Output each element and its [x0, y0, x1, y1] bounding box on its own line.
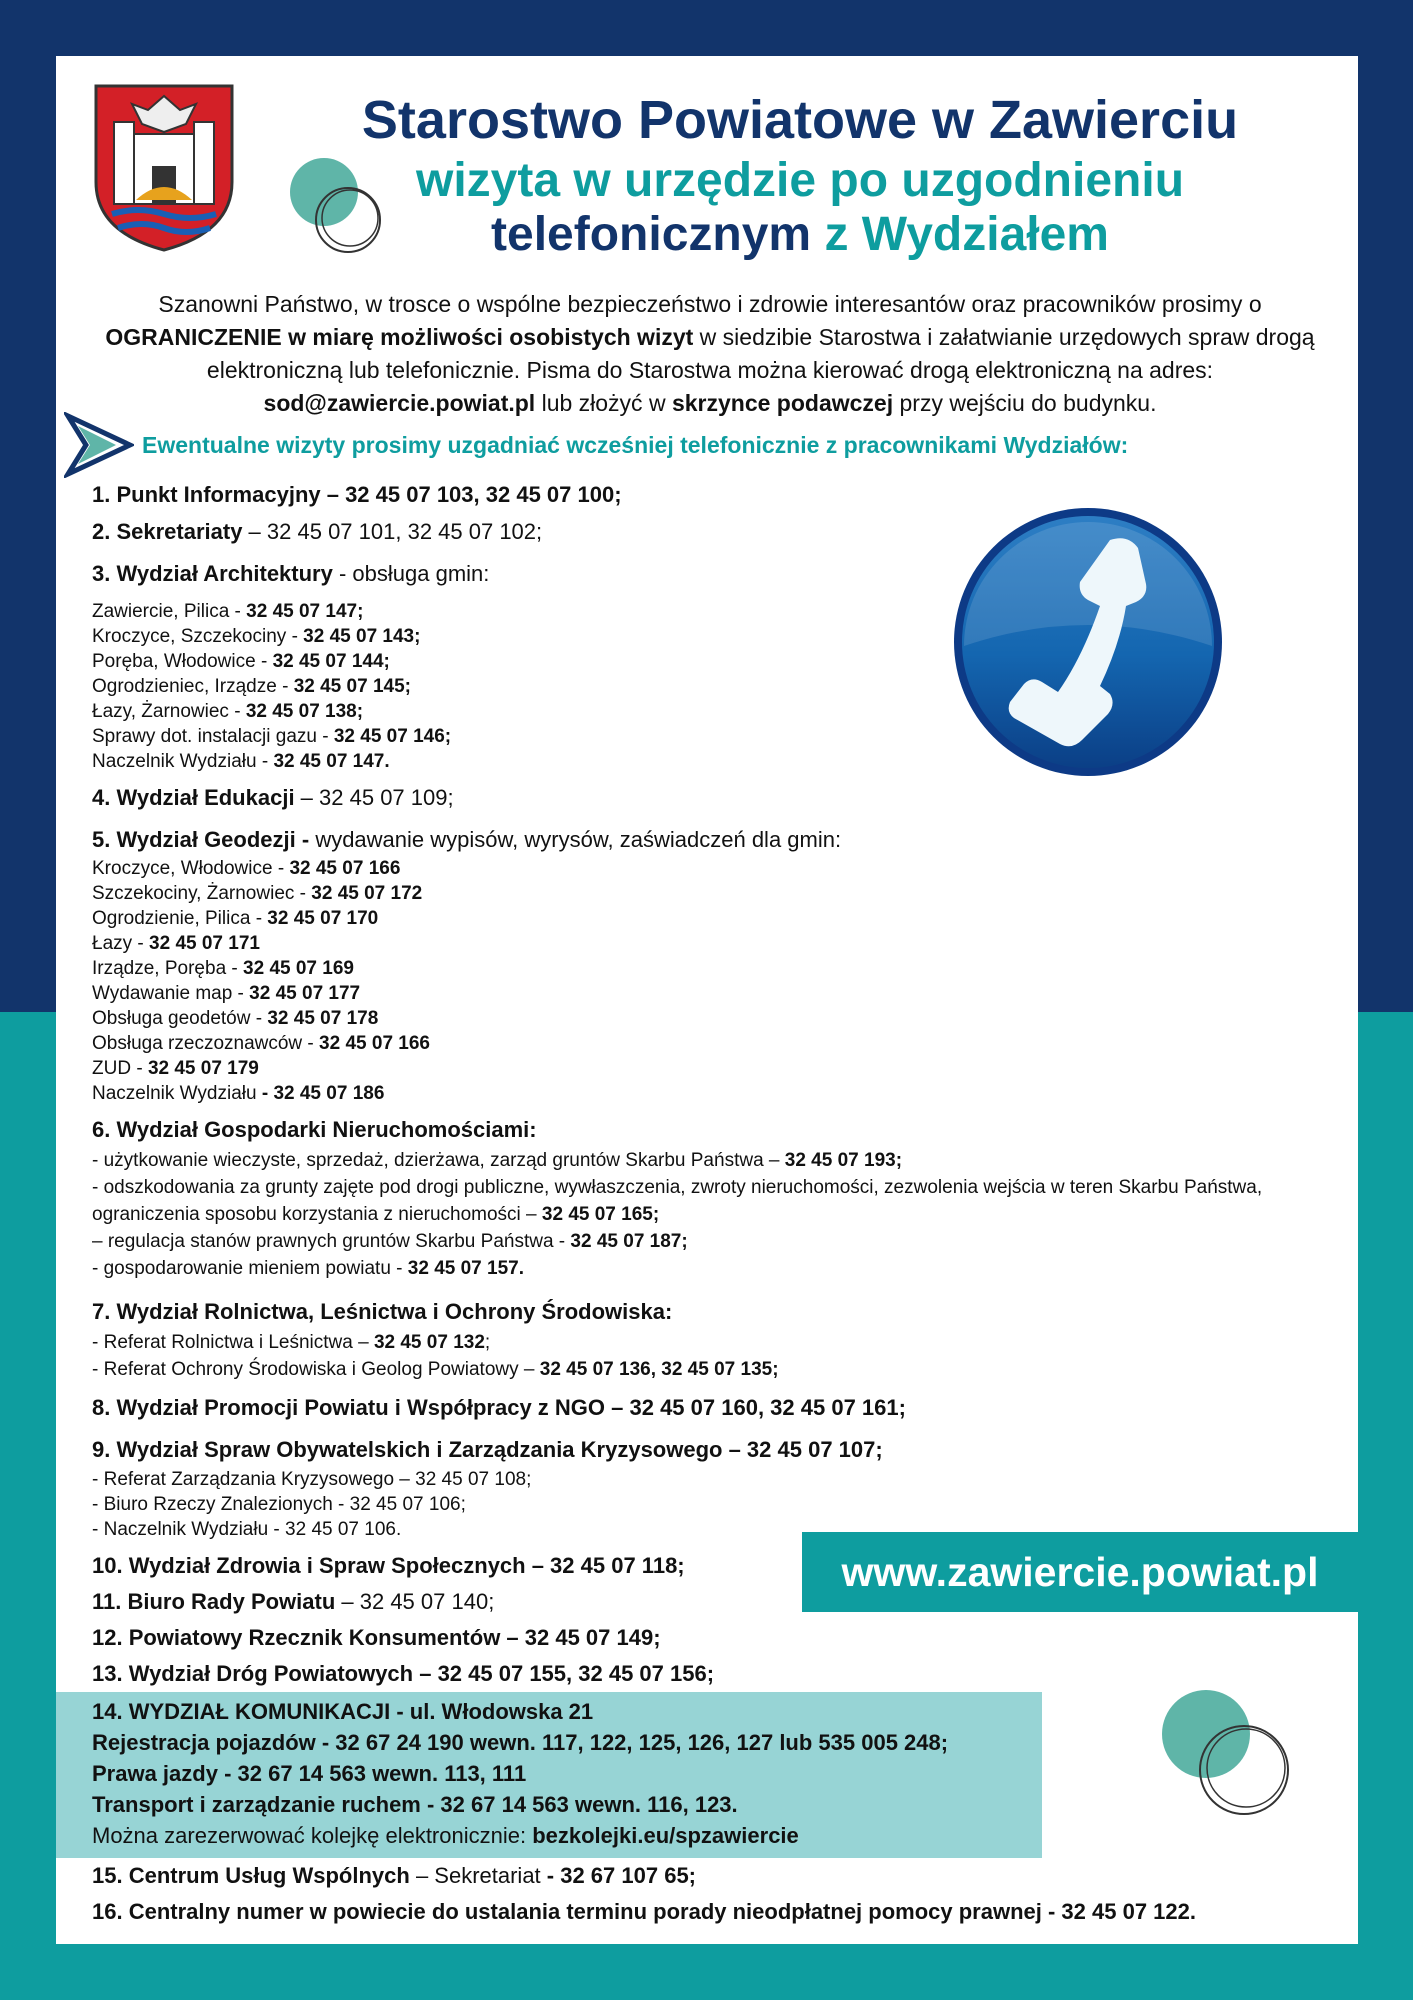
row-phone: - 32 67 14 563 wewn. 113, 111 [217, 1761, 527, 1786]
item-7-title: 7. Wydział Rolnictwa, Leśnictwa i Ochrony Środowiska: [92, 1299, 673, 1324]
row-label: Łazy - [92, 933, 150, 954]
item-8 [92, 1393, 1342, 1423]
item-14-row [92, 1727, 1032, 1758]
row-phone: - 32 45 07 186 [261, 1083, 385, 1104]
item-16-text: 16. Centralny numer w powiecie do ustalania terminu porady nieodpłatnej pomocy prawnej - 32 45 07 122. [92, 1899, 1196, 1924]
website-link[interactable]: www.zawiercie.powiat.pl [802, 1532, 1358, 1612]
item-15 [92, 1861, 1342, 1891]
item-3-rows [92, 599, 1342, 774]
list-item: - Naczelnik Wydziału - 32 45 07 106. [92, 1519, 402, 1540]
item-14-title [92, 1696, 1032, 1727]
list-item [92, 624, 1342, 649]
list-item [92, 1056, 1342, 1081]
row-phone: 32 45 07 165; [541, 1204, 660, 1225]
list-item [92, 749, 1342, 774]
list-item [92, 1031, 1342, 1056]
item-10 [92, 1551, 1342, 1581]
row-label: Prawa jazdy [92, 1761, 218, 1786]
item-2 [92, 517, 1342, 547]
page-title: Starostwo Powiatowe w Zawierciu [361, 90, 1239, 150]
row-phone: 32 45 07 157. [407, 1258, 524, 1279]
item-11 [92, 1587, 1342, 1617]
subtitle-line-2b: z Wydziałem [824, 208, 1109, 261]
intro-text-1: Szanowni Państwo, w trosce o wspólne bezpieczeństwo i zdrowie interesantów oraz pracowników prosimy o [158, 291, 1262, 317]
row-end: ; [484, 1332, 491, 1353]
item-6 [92, 1115, 1342, 1145]
item-6-rows [92, 1147, 1342, 1282]
row-phone: - 32 67 14 563 wewn. 116, 123. [420, 1792, 738, 1817]
callout-text: Ewentualne wizyty prosimy uzgadniać wcześniej telefonicznie z pracownikami Wydziałów: [142, 432, 1129, 458]
item-15-title: 15. Centrum Usług Wspólnych [92, 1863, 410, 1888]
item-14-title-text: 14. WYDZIAŁ KOMUNIKACJI - ul. Włodowska 21 [92, 1699, 594, 1724]
item-10-text: 10. Wydział Zdrowia i Spraw Społecznych – 32 45 07 118; [92, 1553, 685, 1578]
list-item [92, 881, 1342, 906]
item-4 [92, 783, 1342, 813]
list-item [92, 1006, 1342, 1031]
row-label: Naczelnik Wydziału [92, 1083, 262, 1104]
row-phone: 32 45 07 145; [293, 676, 411, 697]
item-12-text: 12. Powiatowy Rzecznik Konsumentów – 32 45 07 149; [92, 1625, 661, 1650]
subtitle-line-2a: telefonicznym [491, 208, 812, 261]
list-item [92, 1081, 1342, 1106]
list-item [92, 956, 1342, 981]
row-phone: 32 45 07 147. [273, 751, 390, 772]
item-16 [92, 1897, 1342, 1927]
row-label: Obsługa rzeczoznawców - [92, 1033, 320, 1054]
row-label: Wydawanie map - [92, 983, 250, 1004]
list-item [92, 906, 1342, 931]
row-phone: 32 45 07 193; [784, 1150, 903, 1171]
row-phone: 32 45 07 170 [267, 908, 379, 929]
item-7 [92, 1297, 1342, 1327]
item-5-rows [92, 856, 1342, 1106]
row-label: – regulacja stanów prawnych gruntów Skarbu Państwa - [92, 1231, 571, 1252]
item-9-rows [92, 1467, 1342, 1542]
list-item [92, 1329, 1342, 1356]
row-phone: 32 45 07 166 [289, 858, 401, 879]
row-label: Kroczyce, Szczekociny - [92, 626, 304, 647]
row-label: Sprawy dot. instalacji gazu - [92, 726, 334, 747]
row-label: Można zarezerwować kolejkę elektronicznie: [92, 1823, 533, 1848]
intro-box: skrzynce podawczej [671, 390, 894, 416]
item-1-text: 1. Punkt Informacyjny – 32 45 07 103, 32 45 07 100; [92, 482, 622, 507]
row-label: Transport i zarządzanie ruchem [92, 1792, 421, 1817]
item-8-text: 8. Wydział Promocji Powiatu i Współpracy z NGO – 32 45 07 160, 32 45 07 161; [92, 1395, 906, 1420]
list-item [92, 931, 1342, 956]
row-label: Łazy, Żarnowiec - [92, 701, 246, 722]
row-label: Naczelnik Wydziału - [92, 751, 274, 772]
list-item [92, 856, 1342, 881]
item-5 [92, 825, 1342, 855]
item-15-phone: - 32 67 107 65; [546, 1863, 697, 1888]
intro-text-3: lub złożyć w [535, 390, 672, 416]
list-item [92, 649, 1342, 674]
row-phone: 32 45 07 166 [319, 1033, 430, 1054]
list-item [92, 699, 1342, 724]
item-13-text: 13. Wydział Dróg Powiatowych – 32 45 07 155, 32 45 07 156; [92, 1661, 715, 1686]
row-phone: - 32 67 24 190 wewn. 117, 122, 125, 126, 127 lub 535 005 248; [315, 1730, 949, 1755]
item-2-phone: – 32 45 07 101, 32 45 07 102; [242, 519, 543, 544]
circles-icon [1156, 1690, 1296, 1820]
item-3 [92, 559, 1342, 589]
row-phone: 32 45 07 144; [272, 651, 390, 672]
list-item [92, 1174, 1342, 1228]
item-9-text: 9. Wydział Spraw Obywatelskich i Zarządzania Kryzysowego – 32 45 07 107; [92, 1437, 883, 1462]
item-3-title: 3. Wydział Architektury [92, 561, 333, 586]
list-item [92, 599, 1342, 624]
row-phone: 32 45 07 138; [245, 701, 364, 722]
row-phone: 32 45 07 132 [373, 1332, 485, 1353]
subtitle-line-1: wizyta w urzędzie po uzgodnieniu [415, 154, 1185, 207]
row-phone: 32 45 07 172 [311, 883, 423, 904]
item-14-row [92, 1820, 1032, 1851]
queue-link[interactable]: bezkolejki.eu/spzawiercie [532, 1823, 799, 1848]
item-6-title: 6. Wydział Gospodarki Nieruchomościami: [92, 1117, 537, 1142]
coat-of-arms-icon [92, 82, 236, 252]
row-label: Ogrodzienie, Pilica - [92, 908, 268, 929]
row-phone: 32 45 07 147; [246, 601, 364, 622]
item-12 [92, 1623, 1342, 1653]
page-subtitle [280, 154, 1320, 262]
row-phone: 32 45 07 146; [333, 726, 452, 747]
list-item [92, 1356, 1342, 1383]
row-label: Ogrodzieniec, Irządze - [92, 676, 294, 697]
intro-text-4: przy wejściu do budynku. [893, 390, 1157, 416]
item-11-title: 11. Biuro Rady Powiatu [92, 1589, 336, 1614]
row-label: Poręba, Włodowice - [92, 651, 273, 672]
row-label: - odszkodowania za grunty zajęte pod drogi publiczne, wywłaszczenia, zwroty nieruchomości, zezwolenia wejścia w teren Skarbu Państwa, ograniczenia sposobu korzystania z nieruchomości – [92, 1177, 1263, 1225]
row-phone: 32 45 07 178 [267, 1008, 379, 1029]
row-phone: 32 45 07 136, 32 45 07 135; [539, 1359, 779, 1380]
row-label: Rejestracja pojazdów [92, 1730, 316, 1755]
item-14-row [92, 1758, 1032, 1789]
row-label: Szczekociny, Żarnowiec - [92, 883, 312, 904]
row-phone: 32 45 07 187; [570, 1231, 688, 1252]
row-phone: 32 45 07 177 [249, 983, 361, 1004]
item-14-row [92, 1789, 1032, 1820]
row-label: ZUD - [92, 1058, 148, 1079]
row-phone: 32 45 07 171 [149, 933, 260, 954]
row-label: - gospodarowanie mieniem powiatu - [92, 1258, 408, 1279]
row-phone: 32 45 07 143; [303, 626, 421, 647]
row-label: Zawiercie, Pilica - [92, 601, 247, 622]
item-1 [92, 480, 1342, 510]
row-label: Kroczyce, Włodowice - [92, 858, 290, 879]
item-3-desc: - obsługa gmin: [332, 561, 490, 586]
row-label: Irządze, Poręba - [92, 958, 244, 979]
circles-icon [288, 158, 388, 258]
item-5-desc: wydawanie wypisów, wyrysów, zaświadczeń dla gmin: [315, 827, 842, 852]
item-15-desc: – Sekretariat [409, 1863, 547, 1888]
row-phone: 32 45 07 169 [243, 958, 354, 979]
list-item [92, 981, 1342, 1006]
item-5-title: 5. Wydział Geodezji - [92, 827, 316, 852]
intro-paragraph [100, 288, 1320, 420]
item-13 [92, 1659, 1342, 1689]
list-item: - Biuro Rzeczy Znalezionych - 32 45 07 106; [92, 1494, 466, 1515]
list-item [92, 674, 1342, 699]
item-9 [92, 1435, 1342, 1465]
row-label: - Referat Rolnictwa i Leśnictwa – [92, 1332, 374, 1353]
item-7-rows [92, 1329, 1342, 1383]
list-item [92, 1147, 1342, 1174]
item-2-title: 2. Sekretariaty [92, 519, 243, 544]
list-item: - Referat Zarządzania Kryzysowego – 32 45 07 108; [92, 1469, 532, 1490]
arrow-icon [64, 412, 134, 478]
intro-bold: OGRANICZENIE w miarę możliwości osobistych wizyt [105, 324, 694, 350]
list-item [92, 1255, 1342, 1282]
row-label: - użytkowanie wieczyste, sprzedaż, dzierżawa, zarząd gruntów Skarbu Państwa – [92, 1150, 785, 1171]
intro-text-2: w siedzibie Starostwa i załatwianie urzędowych spraw drogą elektroniczną lub telefonicznie. Pisma do Starostwa można kierować drogą elektroniczną na adres: [206, 324, 1315, 383]
row-label: Obsługa geodetów - [92, 1008, 268, 1029]
row-label: - Referat Ochrony Środowiska i Geolog Powiatowy – [92, 1359, 540, 1380]
email-address[interactable]: sod@zawiercie.powiat.pl [263, 390, 536, 416]
item-14 [92, 1696, 1032, 1851]
list-item [92, 1228, 1342, 1255]
row-phone: 32 45 07 179 [147, 1058, 259, 1079]
item-11-phone: – 32 45 07 140; [335, 1589, 495, 1614]
list-item [92, 724, 1342, 749]
item-4-phone: – 32 45 07 109; [294, 785, 454, 810]
item-4-title: 4. Wydział Edukacji [92, 785, 295, 810]
